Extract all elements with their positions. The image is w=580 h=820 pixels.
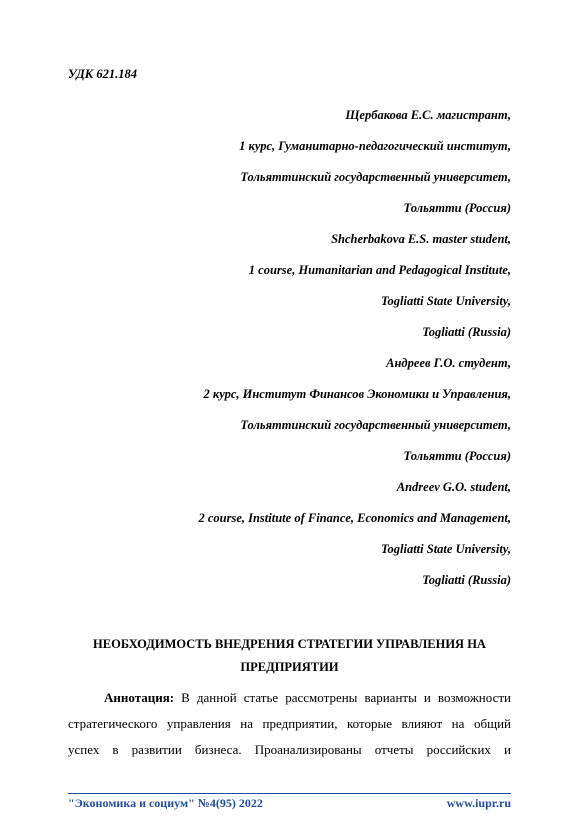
abstract-text-1: В данной статье рассмотрены варианты и возможности [181, 690, 511, 705]
abstract-line-1 [68, 685, 511, 711]
author-line: 1 course, Humanitarian and Pedagogical Institute, [248, 263, 511, 277]
author-line: Togliatti (Russia) [422, 573, 511, 587]
footer-website-link[interactable]: www.iupr.ru [446, 796, 511, 810]
article-title [68, 633, 511, 679]
author-line: Тольяттинский государственный университет, [240, 418, 511, 432]
author-line: Shcherbakova E.S. master student, [331, 232, 511, 246]
footer-divider [68, 793, 511, 794]
title-line-2: ПРЕДПРИЯТИИ [240, 660, 339, 674]
abstract-label: Аннотация: [104, 690, 175, 705]
author-line: Andreev G.O. student, [396, 480, 511, 494]
udk-code: УДК 621.184 [68, 67, 137, 81]
author-block [68, 100, 511, 596]
title-line-1: НЕОБХОДИМОСТЬ ВНЕДРЕНИЯ СТРАТЕГИИ УПРАВЛЕНИЯ НА [93, 637, 486, 651]
abstract-paragraph [68, 685, 511, 763]
author-line: Тольяттинский государственный университет, [240, 170, 511, 184]
author-line: 2 course, Institute of Finance, Economics and Management, [198, 511, 511, 525]
author-line: 2 курс, Институт Финансов Экономики и Управления, [203, 387, 511, 401]
author-line: Togliatti State University, [381, 542, 511, 556]
author-line: 1 курс, Гуманитарно-педагогический институт, [239, 139, 511, 153]
abstract-line-2: стратегического управления на предприятии, которые влияют на общий [68, 716, 511, 731]
author-line: Togliatti (Russia) [422, 325, 511, 339]
author-line: Тольятти (Россия) [403, 201, 511, 215]
author-line: Togliatti State University, [381, 294, 511, 308]
author-line: Андреев Г.О. студент, [386, 356, 511, 370]
footer-journal: "Экономика и социум" №4(95) 2022 [68, 796, 263, 810]
abstract-line-3: успех в развитии бизнеса. Проанализированы отчеты российских и [68, 742, 511, 757]
author-line: Щербакова Е.С. магистрант, [345, 108, 511, 122]
author-line: Тольятти (Россия) [403, 449, 511, 463]
